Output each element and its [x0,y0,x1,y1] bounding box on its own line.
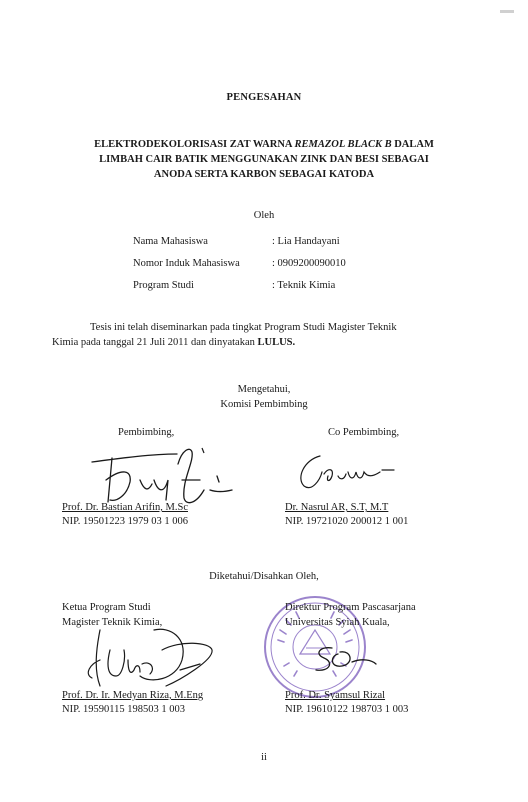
program-head-signature [70,620,220,695]
info-label: Nama Mahasiswa [133,236,208,247]
director-role-line-1: Direktur Program Pascasarjana [285,602,416,613]
by-label: Oleh [253,210,275,221]
acknowledged-line-2: Komisi Pembimbing [220,399,308,410]
result-badge: LULUS. [257,337,296,348]
program-head-name: Prof. Dr. Ir. Medyan Riza, M.Eng [62,690,204,701]
info-value: : Lia Handayani [272,236,340,247]
program-head-role-line-2: Magister Teknik Kimia, [62,617,163,628]
scan-mark [500,10,514,13]
thesis-title [40,137,488,182]
acknowledged-line-1: Mengetahui, [237,384,291,395]
thesis-title-line-1: ELEKTRODEKOLORISASI ZAT WARNA REMAZOL BLACK B DALAM [94,139,434,150]
info-value: : Teknik Kimia [272,280,336,291]
supervisor-signature [82,440,252,510]
info-row [133,236,393,254]
info-row [133,280,393,298]
statement-line-2: Kimia pada tanggal 21 Juli 2011 dan dinyatakan LULUS. [52,337,296,348]
co-supervisor-role: Co Pembimbing, [328,427,400,438]
info-value: : 0909200090010 [272,258,346,269]
thesis-title-line-3: ANODA SERTA KARBON SEBAGAI KATODA [153,169,375,180]
co-supervisor-nip: NIP. 19721020 200012 1 001 [285,516,409,527]
co-supervisor-name: Dr. Nasrul AR, S.T, M.T [285,502,389,513]
student-info [133,236,393,291]
director-signature [302,638,382,678]
director-role-line-2: Universitas Syiah Kuala, [285,617,390,628]
approved-label: Diketahui/Disahkan Oleh, [209,571,319,582]
info-row [133,258,393,276]
co-supervisor-signature [290,450,410,495]
director-nip: NIP. 19610122 198703 1 003 [285,704,409,715]
statement-line-1: Tesis ini telah diseminarkan pada tingkat Program Studi Magister Teknik [90,322,397,333]
info-label: Program Studi [133,280,194,291]
supervisor-nip: NIP. 19501223 1979 03 1 006 [62,516,189,527]
supervisor-role: Pembimbing, [118,427,175,438]
director-name: Prof. Dr. Syamsul Rizal [285,690,386,701]
program-head-nip: NIP. 19590115 198503 1 003 [62,704,185,715]
page-number: ii [261,752,267,763]
thesis-title-line-2: LIMBAH CAIR BATIK MENGGUNAKAN ZINK DAN BESI SEBAGAI [99,154,429,165]
program-head-role-line-1: Ketua Program Studi [62,602,151,613]
supervisor-name: Prof. Dr. Bastian Arifin, M.Sc [62,502,188,513]
page-title: PENGESAHAN [226,92,302,103]
info-label: Nomor Induk Mahasiswa [133,258,240,269]
